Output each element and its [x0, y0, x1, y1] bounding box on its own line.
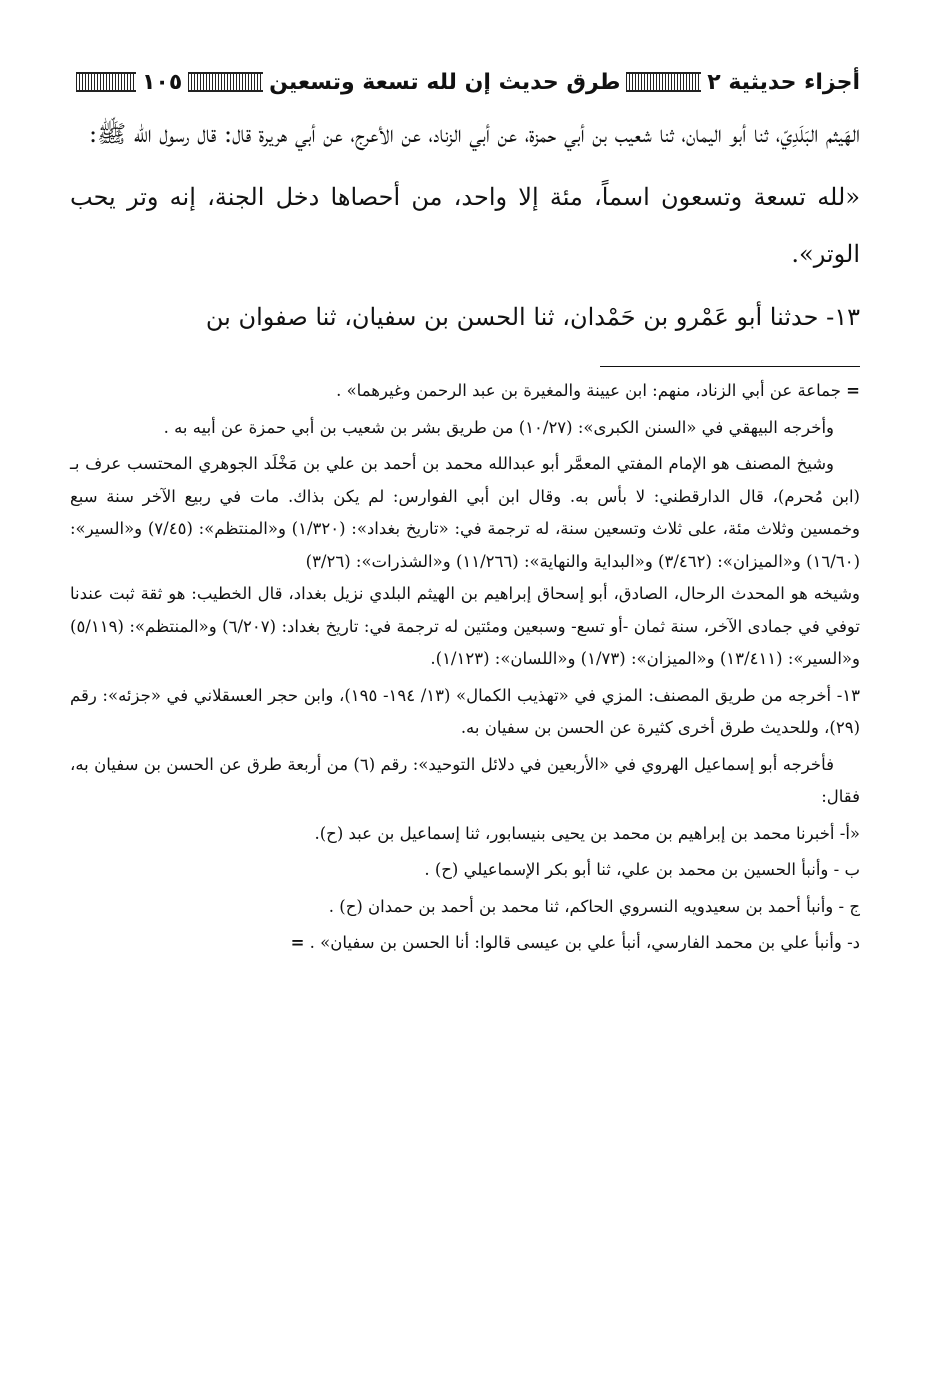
footnote-divider — [600, 366, 860, 367]
footnote-continuation — [70, 375, 860, 408]
footnote-paragraph: فأخرجه أبو إسماعيل الهروي في «الأربعين في دلائل التوحيد»: رقم (٦) من أربعة طرق عن الحسن بن سفيان به، فقال: — [70, 754, 860, 806]
chapter-title: طرق حديث إن لله تسعة وتسعين — [269, 69, 621, 95]
footnote-text: د- وأنبأ علي بن محمد الفارسي، أنبأ علي بن عيسى قالوا: أنا الحسن بن سفيان» . — [309, 933, 860, 952]
chain-b: ب - وأنبأ الحسين بن محمد بن علي، ثنا أبو بكر الإسماعيلي (ح) . — [424, 860, 860, 879]
page-number: ١٠٥ — [142, 69, 183, 95]
footnote-13: ١٣- أخرجه من طريق المصنف: المزي في «تهذيب الكمال» (١٣/ ١٩٤- ١٩٥)، وابن حجر العسقلاني في «جزئه»: رقم (٢٩)، وللحديث طرق أخرى كثيرة عن الحسن بن سفيان به. — [70, 685, 860, 737]
chain-d — [70, 927, 860, 960]
header-ornament-rule — [188, 72, 263, 92]
book-title: أجزاء حديثية ٢ — [707, 69, 860, 95]
footnotes — [70, 375, 860, 960]
isnad-paragraph: الهَيثم البَلَدِيّ، ثنا أبو اليمان، ثنا شعيب بن أبي حمزة، عن أبي الزناد، عن الأعرج، عن أبي هريرة قال: قال رسول الله ﷺ: — [89, 120, 860, 148]
page — [70, 60, 860, 960]
footnote-paragraph: وشيخه هو المحدث الرحال، الصادق، أبو إسحاق إبراهيم بن الهيثم البلدي نزيل بغداد، قال الخطيب: هو ثقة ثبت عندنا توفي في جمادى الآخر، سنة ثمان -أو تسع- وسبعين ومئتين له ترجمة في: تاريخ بغداد: (٦/٢٠٧) و«المنتظم»: (٥/١١٩) و«السير»: (١٣/٤١١) و«الميزان»: (١/٧٣) و«اللسان»: (١/١٢٣). — [70, 584, 860, 668]
continuation-mark: = — [290, 933, 305, 952]
chain-a: «أ- أخبرنا محمد بن إبراهيم بن محمد بن يحيى بنيسابور، ثنا إسماعيل بن عبد (ح). — [314, 823, 860, 843]
header-ornament-rule — [76, 72, 136, 92]
running-header — [70, 60, 860, 104]
main-text — [70, 106, 860, 346]
continuation-mark: = — [846, 381, 860, 400]
hadith-text: «لله تسعة وتسعون اسماً، مئة إلا واحد، من أحصاها دخل الجنة، إنه وتر يحب الوتر». — [70, 183, 860, 268]
chain-c: ج - وأنبأ أحمد بن سعيدويه النسروي الحاكم، ثنا محمد بن أحمد بن حمدان (ح) . — [328, 896, 860, 916]
footnote-text: جماعة عن أبي الزناد، منهم: ابن عيينة والمغيرة بن عبد الرحمن وغيرهما» . — [336, 381, 841, 400]
footnote-paragraph: وأخرجه البيهقي في «السنن الكبرى»: (١٠/٢٧) من طريق بشر بن شعيب بن أبي حمزة عن أبيه به . — [163, 417, 834, 437]
hadith-13-start: ١٣- حدثنا أبو عَمْرو بن حَمْدان، ثنا الحسن بن سفيان، ثنا صفوان بن — [205, 303, 860, 331]
footnote-paragraph: وشيخ المصنف هو الإمام المفتي المعمَّر أبو عبدالله محمد بن أحمد بن علي بن مَخْلَد الجوهري المحتسب عرف بـ (ابن مُحرم)، قال الدارقطني: لا بأس به. وقال ابن أبي الفوارس: لم يكن بذاك. مات في ربيع الآخر سنة سبع وخمسين وثلاث مئة، على ثلاث وتسعين سنة، له ترجمة في: «تاريخ بغداد»: (١/٣٢٠) و«المنتظم»: (٧/٤٥) و«السير»: (١٦/٦٠) و«الميزان»: (٣/٤٦٢) و«البداية والنهاية»: (١١/٢٦٦) و«الشذرات»: (٣/٢٦) — [70, 454, 860, 571]
header-ornament-rule — [626, 72, 701, 92]
